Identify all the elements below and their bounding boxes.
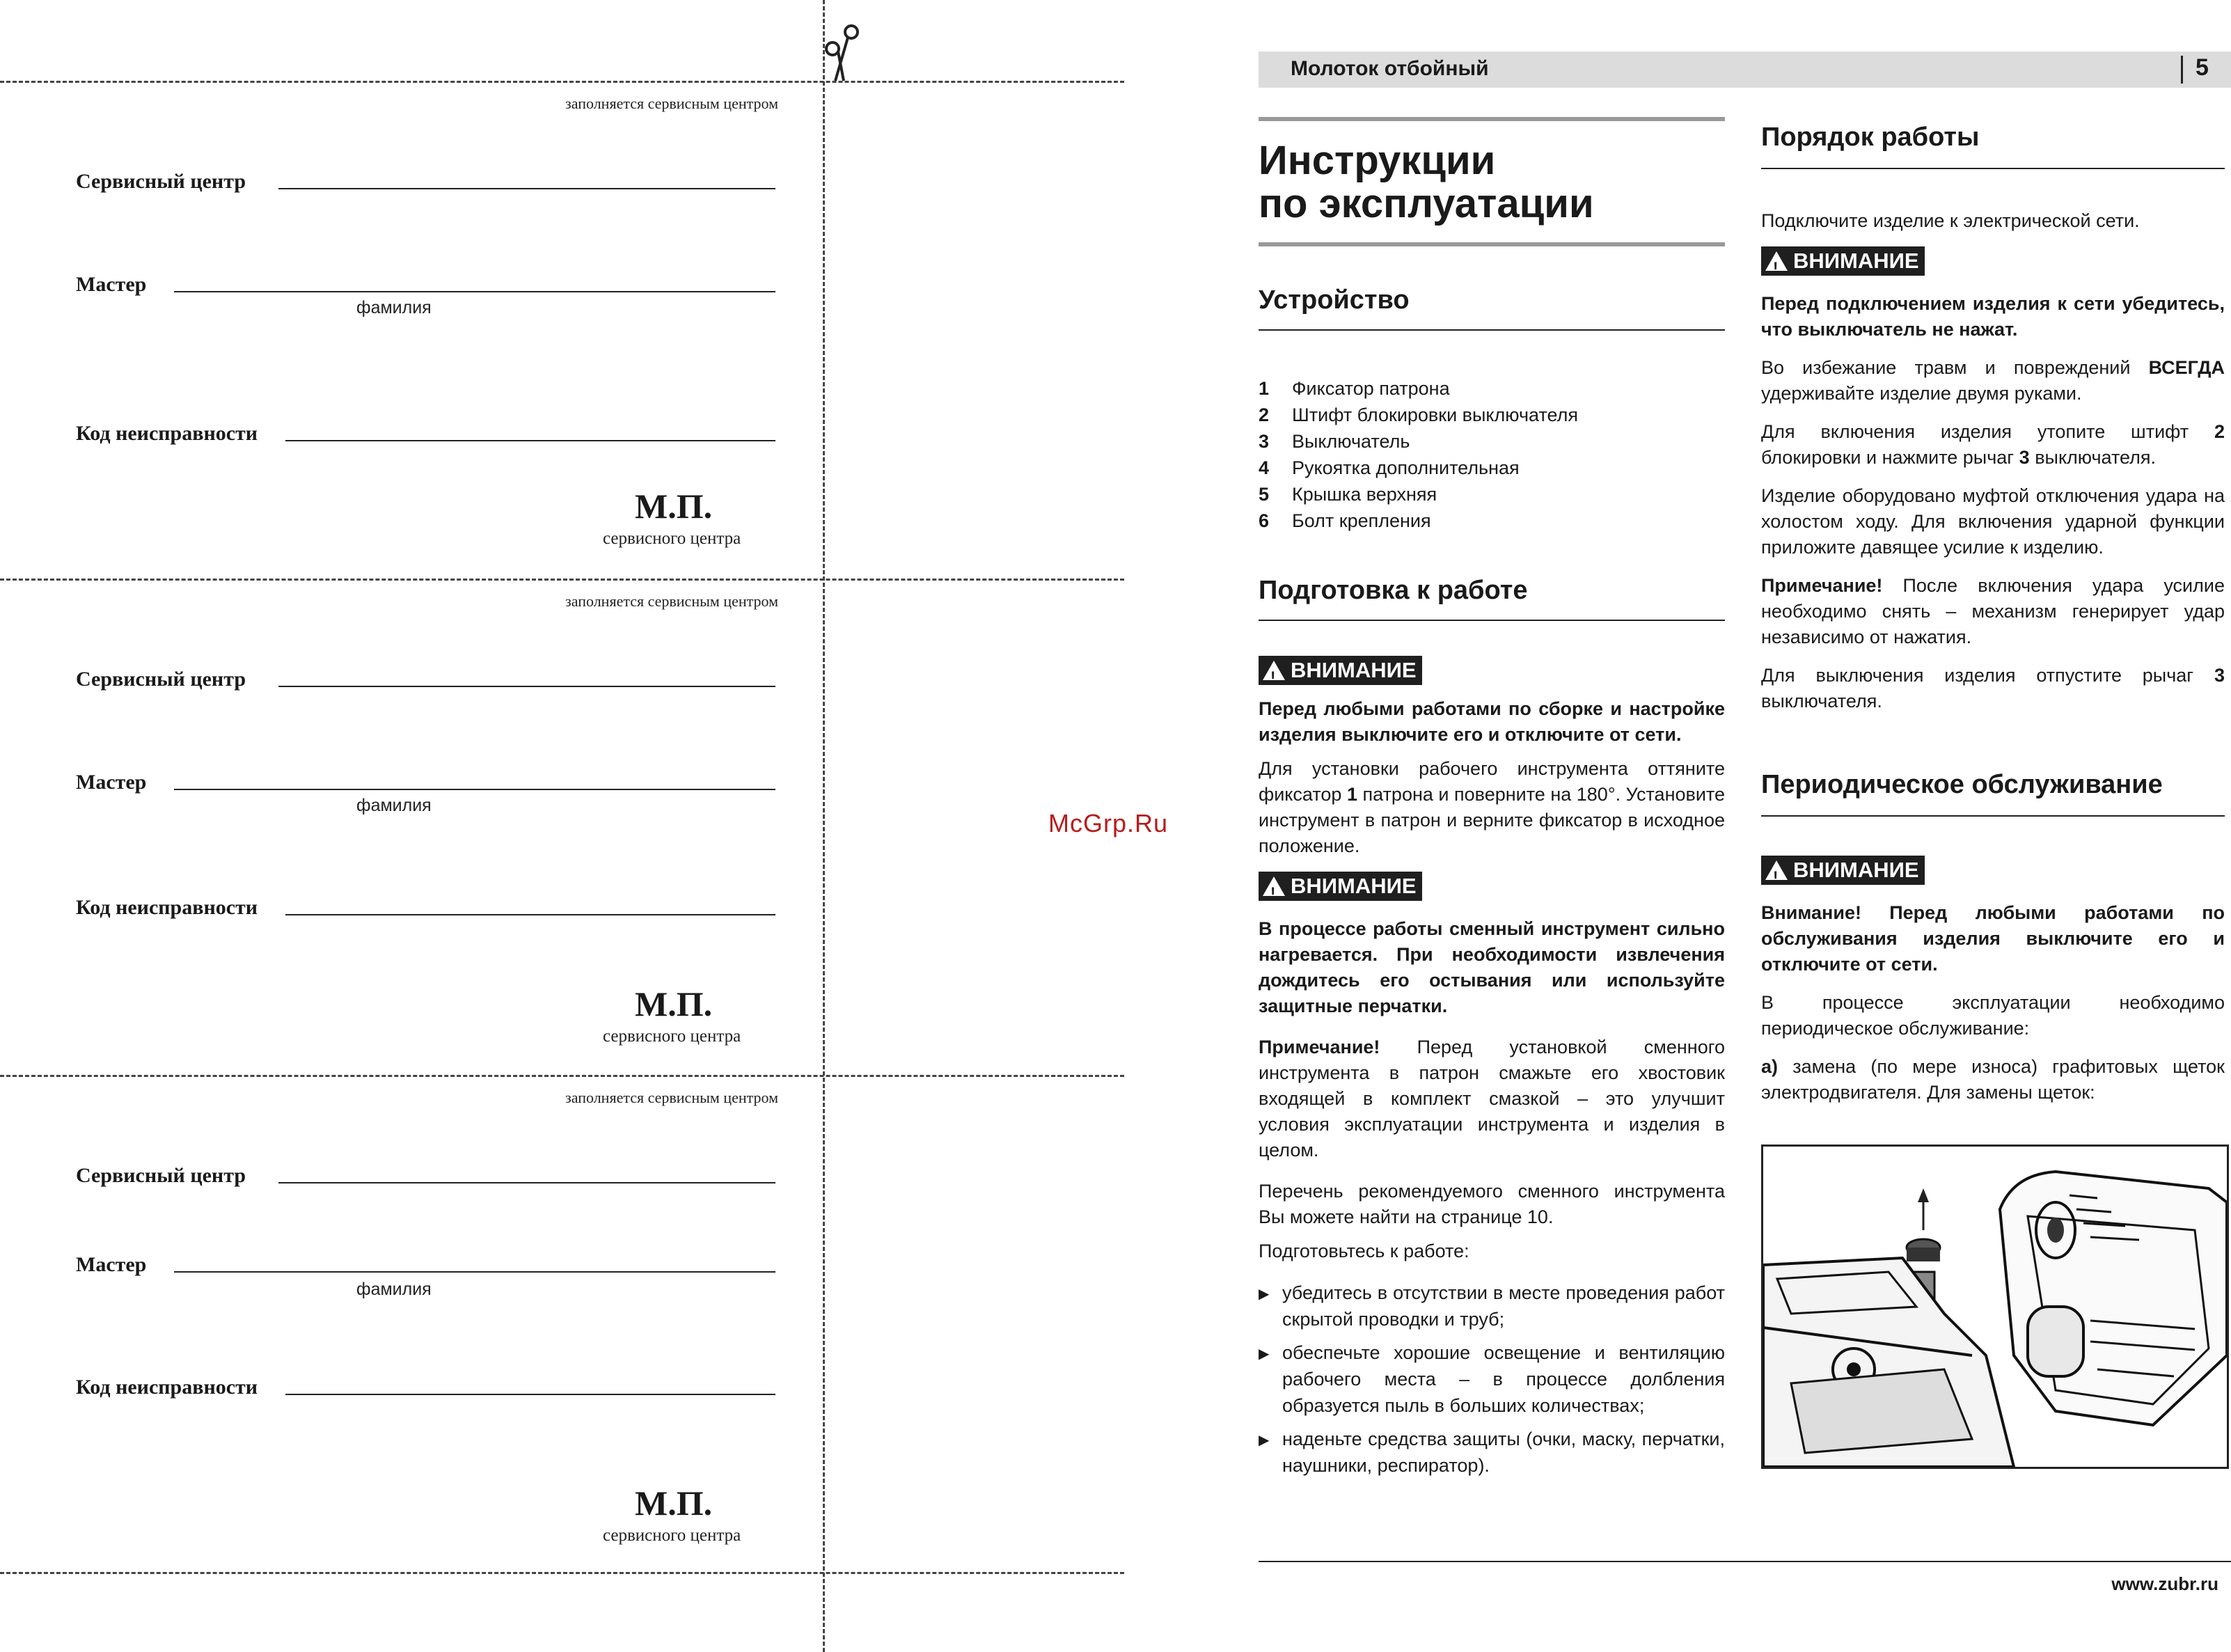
prep-paragraph-1: Для установки рабочего инструмента оттяните фиксатор 1 патрона и поверните на 180°. Установите инструмент в патрон и верните фиксатор в исходное положение. xyxy=(1259,758,1726,856)
stamp-caption: сервисного центра xyxy=(603,529,741,548)
maintenance-warning-text: Внимание! Перед любыми работами по обслуживания изделия выключите его и отключите от сети. xyxy=(1761,902,2225,975)
maintenance-heading: Периодическое обслуживание xyxy=(1761,770,2163,799)
stamp-caption: сервисного центра xyxy=(603,1027,741,1046)
device-parts-list xyxy=(1259,375,1725,534)
coupon-note: заполняется сервисным центром xyxy=(565,95,778,112)
title-rule-bottom xyxy=(1259,242,1725,246)
cut-line-top xyxy=(0,81,1124,83)
master-label: Мастер xyxy=(76,273,147,296)
prep-warning-text-2: В процессе работы сменный инструмент сильно нагревается. При необходимости извлечения дождитесь его остывания или используйте защитные перчатки. xyxy=(1259,918,1725,1016)
work-note: Примечание! После включения удара усилие необходимо снять – механизм генерирует удар независимо от нажатия. xyxy=(1761,575,2225,647)
warning-icon xyxy=(1765,251,1788,271)
bullet-arrow-icon: ▶ xyxy=(1259,1433,1270,1448)
list-item: 6 Болт крепления xyxy=(1259,510,1431,531)
list-item: 5 Крышка верхняя xyxy=(1259,484,1437,505)
coupon-1 xyxy=(0,84,823,578)
coupon-2 xyxy=(0,581,823,1072)
master-field[interactable] xyxy=(174,1271,775,1273)
master-field[interactable] xyxy=(174,291,775,292)
service-center-field[interactable] xyxy=(278,1182,775,1183)
list-item: 3 Выключатель xyxy=(1259,431,1410,452)
master-field[interactable] xyxy=(174,789,775,790)
coupon-3 xyxy=(0,1078,823,1568)
main-title-line-1: Инструкции xyxy=(1259,138,1496,183)
title-rule-top xyxy=(1259,117,1725,121)
prep-paragraph-3: Подготовьтесь к работе: xyxy=(1259,1241,1469,1261)
fault-code-field[interactable] xyxy=(285,914,775,915)
service-center-field[interactable] xyxy=(278,188,775,189)
stamp-label: М.П. xyxy=(635,1484,713,1523)
footer-url[interactable]: www.zubr.ru xyxy=(2111,1573,2218,1594)
fault-code-label: Код неисправности xyxy=(76,1376,258,1399)
scissors-icon xyxy=(820,21,869,84)
service-center-label: Сервисный центр xyxy=(76,170,246,193)
prep-heading: Подготовка к работе xyxy=(1259,576,1528,605)
warning-badge: ! ВНИМАНИЕ xyxy=(1259,656,1422,685)
maintenance-heading-rule xyxy=(1761,815,2225,817)
cut-line-2 xyxy=(0,1075,1124,1077)
motor-housing-drawing xyxy=(1763,1147,2227,1467)
work-heading: Порядок работы xyxy=(1761,123,1980,152)
work-paragraph-3: Для включения изделия утопите штифт 2 блокировки и нажмите рычаг 3 выключателя. xyxy=(1761,421,2225,468)
stamp-label: М.П. xyxy=(635,487,713,526)
work-heading-rule xyxy=(1761,168,2225,169)
vertical-cut-line xyxy=(823,0,825,1652)
coupon-note: заполняется сервисным центром xyxy=(565,1089,778,1106)
list-item: ▶ обеспечьте хорошие освещение и вентиляцию рабочего места – в процессе долбления образуется пыль в больших количествах; xyxy=(1259,1339,1725,1419)
fault-code-label: Код неисправности xyxy=(76,896,258,919)
right-column xyxy=(1761,123,2225,1106)
surname-caption: фамилия xyxy=(356,796,432,815)
prep-paragraph-2: Перечень рекомендуемого сменного инструмента Вы можете найти на странице 10. xyxy=(1259,1181,1725,1227)
watermark: McGrp.Ru xyxy=(1048,809,1169,837)
warning-icon xyxy=(1765,860,1788,880)
warning-icon xyxy=(1263,661,1285,680)
fault-code-field[interactable] xyxy=(285,1394,775,1395)
cut-line-1 xyxy=(0,579,1124,581)
footer-rule xyxy=(1259,1561,2231,1562)
page-header-title: Молоток отбойный xyxy=(1291,57,1489,80)
page-number-divider xyxy=(2181,56,2183,84)
prep-bullet-list xyxy=(1259,1280,1725,1479)
work-paragraph-1: Подключите изделие к электрической сети. xyxy=(1761,210,2140,231)
warning-badge: ! ВНИМАНИЕ xyxy=(1761,246,1925,276)
left-column xyxy=(1259,117,1725,1479)
brush-replacement-illustration xyxy=(1761,1144,2229,1469)
master-label: Мастер xyxy=(76,771,147,794)
fault-code-label: Код неисправности xyxy=(76,422,258,445)
service-center-field[interactable] xyxy=(278,686,775,687)
warning-badge: ! ВНИМАНИЕ xyxy=(1761,856,1925,885)
service-center-label: Сервисный центр xyxy=(76,668,246,691)
surname-caption: фамилия xyxy=(356,298,432,317)
prep-warning-text: Перед любыми работами по сборке и настройке изделия выключите его и отключите от сети. xyxy=(1259,698,1725,745)
cut-line-3 xyxy=(0,1572,1124,1574)
maintenance-paragraph-2: а) замена (по мере износа) графитовых щеток электродвигателя. Для замены щеток: xyxy=(1761,1056,2225,1103)
list-item: 1 Фиксатор патрона xyxy=(1259,378,1450,399)
work-paragraph-2: Во избежание травм и повреждений ВСЕГДА удерживайте изделие двумя руками. xyxy=(1761,357,2225,404)
prep-note: Примечание! Перед установкой сменного инструмента в патрон смажьте его хвостовик входящей в комплект смазкой – это улучшит условия эксплуатации инструмента и изделия в целом. xyxy=(1259,1037,1725,1161)
prep-heading-rule xyxy=(1259,620,1725,621)
master-label: Мастер xyxy=(76,1253,147,1276)
warning-badge: ! ВНИМАНИЕ xyxy=(1259,872,1422,901)
bullet-arrow-icon: ▶ xyxy=(1259,1346,1270,1362)
warning-icon xyxy=(1263,876,1285,896)
surname-caption: фамилия xyxy=(356,1280,432,1299)
bullet-arrow-icon: ▶ xyxy=(1259,1287,1270,1302)
service-center-label: Сервисный центр xyxy=(76,1164,246,1187)
work-paragraph-5: Для выключения изделия отпустите рычаг 3 выключателя. xyxy=(1761,665,2225,711)
device-heading: Устройство xyxy=(1259,285,1410,315)
work-paragraph-4: Изделие оборудовано муфтой отключения удара на холостом ходу. Для включения ударной функции приложите давящее усилие к изделию. xyxy=(1761,485,2225,558)
list-item: ▶ наденьте средства защиты (очки, маску, перчатки, наушники, респиратор). xyxy=(1259,1426,1725,1479)
main-title-line-2: по эксплуатации xyxy=(1259,181,1594,226)
stamp-caption: сервисного центра xyxy=(603,1526,741,1545)
device-heading-rule xyxy=(1259,329,1725,331)
work-warning-text: Перед подключением изделия к сети убедитесь, что выключатель не нажат. xyxy=(1761,293,2225,340)
page-number: 5 xyxy=(2195,54,2209,81)
stamp-label: М.П. xyxy=(635,984,713,1023)
list-item: 4 Рукоятка дополнительная xyxy=(1259,457,1520,478)
list-item: ▶ убедитесь в отсутствии в месте проведения работ скрытой проводки и труб; xyxy=(1259,1280,1725,1332)
list-item: 2 Штифт блокировки выключателя xyxy=(1259,404,1578,425)
coupon-note: заполняется сервисным центром xyxy=(565,592,778,610)
maintenance-paragraph-1: В процессе эксплуатации необходимо периодическое обслуживание: xyxy=(1761,992,2225,1039)
fault-code-field[interactable] xyxy=(285,440,775,441)
